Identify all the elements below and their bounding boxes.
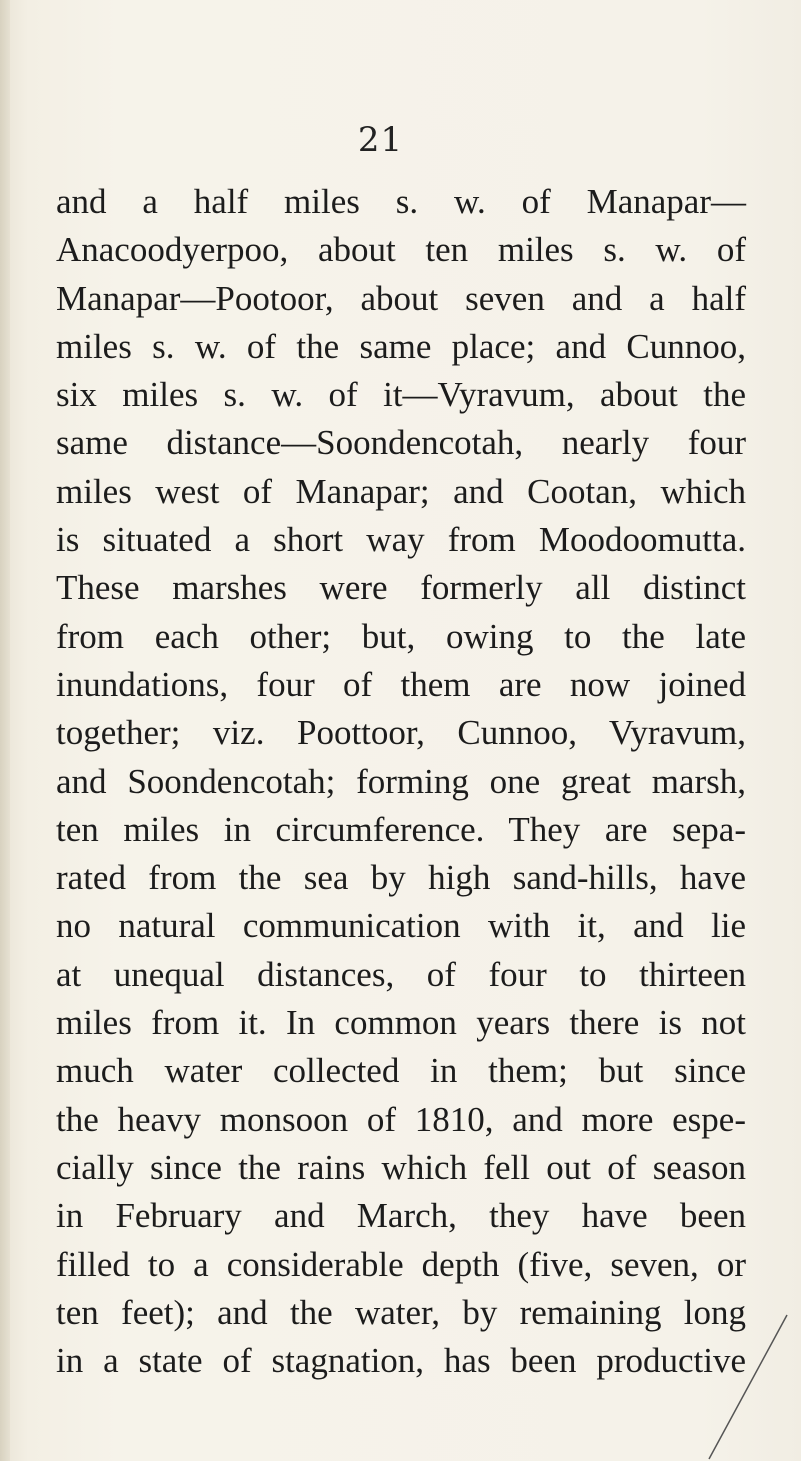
body-text (56, 178, 746, 1385)
text-line: filled to a considerable depth (five, seven, or (56, 1244, 746, 1284)
text-line: the heavy monsoon of 1810, and more espe- (56, 1099, 746, 1139)
text-line: six miles s. w. of it—Vyravum, about the (56, 375, 746, 415)
page-number: 21 (357, 120, 404, 160)
text-line: ten feet); and the water, by remaining long (56, 1292, 746, 1332)
text-line: in a state of stagnation, has been productive (56, 1341, 746, 1381)
text-line: miles west of Manapar; and Cootan, which (56, 471, 746, 511)
text-line: These marshes were formerly all distinct (56, 568, 746, 608)
text-line: same distance—Soondencotah, nearly four (56, 423, 746, 463)
text-line: miles s. w. of the same place; and Cunnoo, (56, 326, 746, 366)
text-line: much water collected in them; but since (56, 1051, 746, 1091)
text-line: from each other; but, owing to the late (56, 616, 746, 656)
text-line: inundations, four of them are now joined (56, 664, 746, 704)
text-line: and Soondencotah; forming one great marsh, (56, 761, 746, 801)
text-line: at unequal distances, of four to thirteen (56, 954, 746, 994)
pencil-stroke-mark (695, 1311, 795, 1461)
text-line: and a half miles s. w. of Manapar— (56, 182, 746, 221)
text-line: Manapar—Pootoor, about seven and a half (56, 278, 746, 318)
text-line: ten miles in circumference. They are sepa- (56, 809, 746, 849)
text-line: Anacoodyerpoo, about ten miles s. w. of (56, 230, 746, 270)
text-line: together; viz. Poottoor, Cunnoo, Vyravum, (56, 713, 746, 753)
text-line: rated from the sea by high sand-hills, have (56, 858, 746, 898)
text-line: in February and March, they have been (56, 1196, 746, 1236)
text-line: is situated a short way from Moodoomutta. (56, 520, 746, 560)
text-line: cially since the rains which fell out of season (56, 1147, 746, 1187)
page-gutter (0, 0, 10, 1461)
text-line: miles from it. In common years there is not (56, 1003, 746, 1043)
text-line: no natural communication with it, and lie (56, 906, 746, 946)
